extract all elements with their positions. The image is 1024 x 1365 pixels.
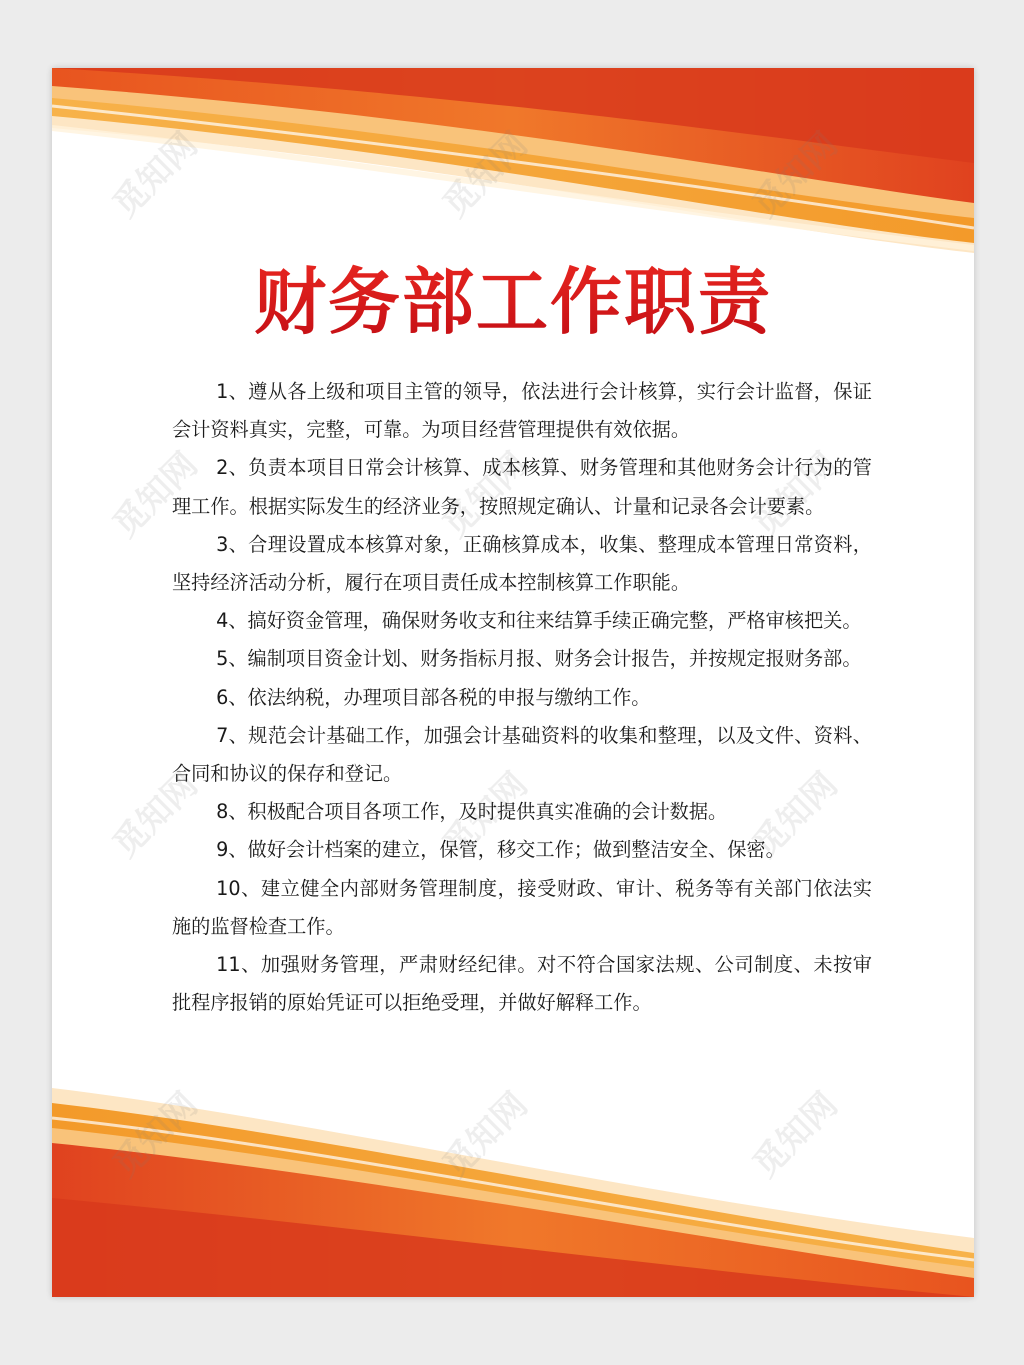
duty-item-9: 9、做好会计档案的建立，保管，移交工作；做到整洁安全、保密。: [216, 838, 785, 862]
watermark: 觅知网: [435, 444, 536, 546]
watermark: 觅知网: [105, 444, 206, 546]
duty-item-6: 6、依法纳税，办理项目部各税的申报与缴纳工作。: [216, 685, 651, 709]
duty-item-5: 5、编制项目资金计划、财务指标月报、财务会计报告，并按规定报财务部。: [216, 647, 862, 671]
duty-item-11: 11、加强财务管理，严肃财经纪律。对不符合国家法规、公司制度、未按审批程序报销的原始凭证可以拒绝受理，并做好解释工作。: [172, 953, 872, 1015]
watermark: 觅知网: [745, 124, 846, 226]
bottom-wave-decoration: [52, 1088, 974, 1297]
watermark: 觅知网: [105, 1084, 206, 1186]
watermark: 觅知网: [745, 1084, 846, 1186]
watermark: 觅知网: [435, 124, 536, 226]
duty-item-7: 7、规范会计基础工作，加强会计基础资料的收集和整理，以及文件、资料、合同和协议的保存和登记。: [172, 723, 872, 786]
watermark: 觅知网: [745, 444, 846, 546]
duty-item-3: 3、合理设置成本核算对象，正确核算成本，收集、整理成本管理日常资料，坚持经济活动分析，履行在项目责任成本控制核算工作职能。: [172, 532, 872, 595]
duty-list: [172, 373, 872, 1022]
duty-item-4: 4、搞好资金管理，确保财务收支和往来结算手续正确完整，严格审核把关。: [216, 609, 862, 633]
poster: [52, 68, 974, 1297]
duty-item-1: 1、遵从各上级和项目主管的领导，依法进行会计核算，实行会计监督，保证会计资料真实，完整，可靠。为项目经营管理提供有效依据。: [172, 380, 872, 442]
duty-item-2: 2、负责本项目日常会计核算、成本核算、财务管理和其他财务会计行为的管理工作。根据实际发生的经济业务，按照规定确认、计量和记录各会计要素。: [172, 456, 872, 518]
duty-item-8: 8、积极配合项目各项工作，及时提供真实准确的会计数据。: [216, 800, 728, 824]
watermark: 觅知网: [435, 1084, 536, 1186]
watermark: 觅知网: [435, 764, 536, 866]
page-title: 财务部工作职责: [52, 244, 974, 348]
watermark: 觅知网: [105, 764, 206, 866]
watermark: 觅知网: [745, 764, 846, 866]
watermark: 觅知网: [105, 124, 206, 226]
duty-item-10: 10、建立健全内部财务管理制度，接受财政、审计、税务等有关部门依法实施的监督检查工作。: [172, 876, 872, 938]
